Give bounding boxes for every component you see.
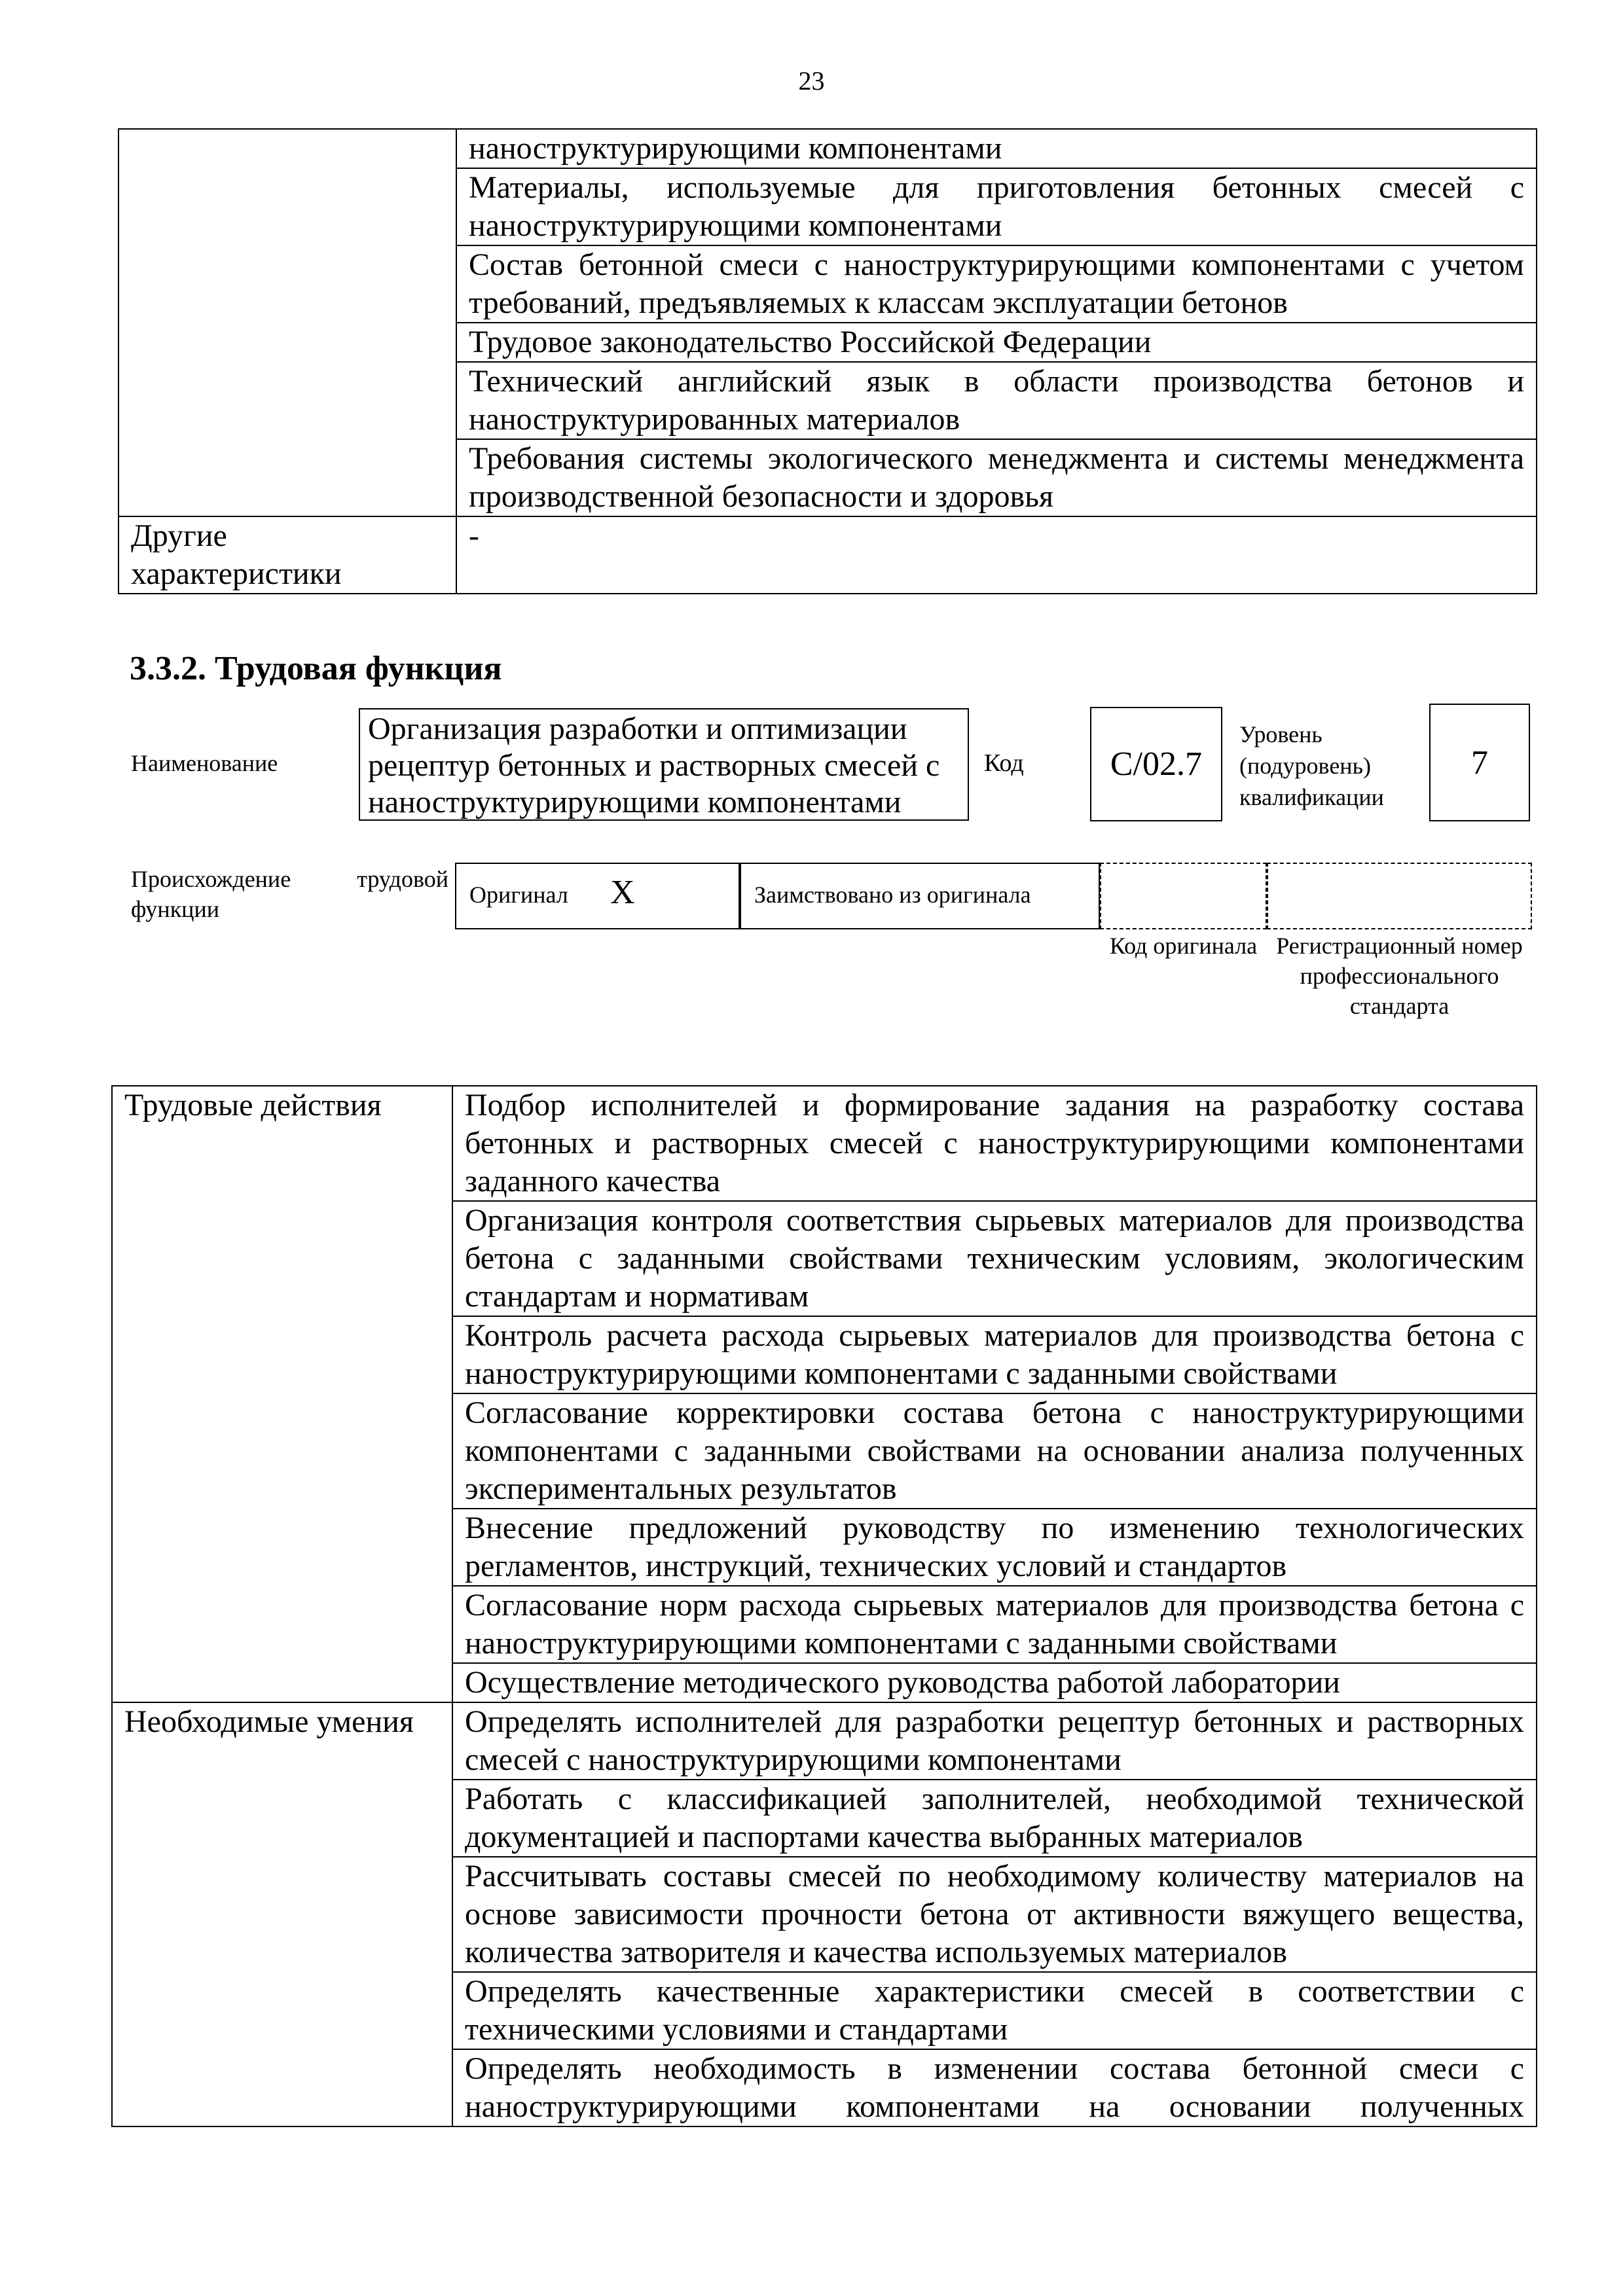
code-label: Код xyxy=(984,749,1024,777)
labor-action: Организация контроля соответствия сырьевых материалов для производства бетона с заданными свойствами техническим условиям, экологическим стандартам и нормативам xyxy=(452,1201,1537,1316)
knowledge-row: Трудовое законодательство Российской Федерации xyxy=(456,323,1537,362)
knowledge-row: Требования системы экологического менеджмента и системы менеджмента производственной безопасности и здоровья xyxy=(456,439,1537,516)
name-label: Наименование xyxy=(131,750,278,776)
other-characteristics-label: Другие характеристики xyxy=(119,516,456,594)
level-value: 7 xyxy=(1471,744,1488,781)
knowledge-label-cell xyxy=(119,129,456,516)
required-skill: Рассчитывать составы смесей по необходимому количеству материалов на основе зависимости прочности бетона от активности вяжущего вещества, количества затворителя и качества используемых материалов xyxy=(452,1857,1537,1972)
knowledge-row: наноструктурирующими компонентами xyxy=(456,129,1537,168)
required-skill: Определять качественные характеристики смесей в соответствии с техническими условиями и стандартами xyxy=(452,1972,1537,2049)
labor-action: Осуществление методического руководства работой лаборатории xyxy=(452,1663,1537,1702)
original-label: Оригинал xyxy=(469,882,568,908)
required-skills-label: Необходимые умения xyxy=(112,1702,452,2126)
labor-action: Согласование корректировки состава бетона с наноструктурирующими компонентами с заданными свойствами на основании анализа полученных экспериментальных результатов xyxy=(452,1393,1537,1509)
required-skill: Определять необходимость в изменении состава бетонной смеси с наноструктурирующими компонентами на основании полученных xyxy=(452,2049,1537,2126)
original-mark: X xyxy=(610,874,635,911)
labor-actions-label: Трудовые действия xyxy=(112,1086,452,1702)
borrowed-box xyxy=(740,863,1100,929)
registration-number-caption: Регистрационный номер профессионального стандарта xyxy=(1276,933,1523,1019)
level-box xyxy=(1429,704,1530,821)
code-box xyxy=(1090,707,1222,821)
original-code-box xyxy=(1100,863,1267,929)
borrowed-label: Заимствовано из оригинала xyxy=(754,882,1031,908)
code-value: C/02.7 xyxy=(1110,745,1203,783)
level-label: Уровень (подуровень) квалификации xyxy=(1239,721,1384,810)
knowledge-row: Технический английский язык в области производства бетонов и наноструктурированных материалов xyxy=(456,362,1537,439)
knowledge-row: Состав бетонной смеси с наноструктурирующими компонентами с учетом требований, предъявляемых к классам эксплуатации бетонов xyxy=(456,245,1537,323)
original-code-caption: Код оригинала xyxy=(1109,933,1258,959)
required-skill: Определять исполнителей для разработки рецептур бетонных и растворных смесей с наноструктурирующими компонентами xyxy=(452,1702,1537,1780)
required-skill: Работать с классификацией заполнителей, необходимой технической документацией и паспортами качества выбранных материалов xyxy=(452,1780,1537,1857)
labor-action: Внесение предложений руководству по изменению технологических регламентов, инструкций, технических условий и стандартов xyxy=(452,1509,1537,1586)
knowledge-table xyxy=(118,128,1537,594)
page-number: 23 xyxy=(798,66,825,96)
labor-action: Контроль расчета расхода сырьевых материалов для производства бетона с наноструктурирующими компонентами с заданными свойствами xyxy=(452,1316,1537,1393)
origin-label: Происхождение трудовой функции xyxy=(131,866,448,922)
registration-number-box xyxy=(1267,863,1532,929)
function-name-box xyxy=(359,708,969,821)
section-title: 3.3.2. Трудовая функция xyxy=(130,650,502,687)
original-box xyxy=(455,863,740,929)
other-characteristics-value: - xyxy=(456,516,1537,594)
labor-action: Подбор исполнителей и формирование задания на разработку состава бетонных и растворных смесей с наноструктурирующими компонентами заданного качества xyxy=(452,1086,1537,1201)
function-name-value: Организация разработки и оптимизации рецептур бетонных и растворных смесей с наноструктурирующими компонентами xyxy=(368,711,940,819)
knowledge-row: Материалы, используемые для приготовления бетонных смесей с наноструктурирующими компонентами xyxy=(456,168,1537,245)
functions-table xyxy=(111,1085,1537,2127)
labor-action: Согласование норм расхода сырьевых материалов для производства бетона с наноструктурирующими компонентами с заданными свойствами xyxy=(452,1586,1537,1663)
